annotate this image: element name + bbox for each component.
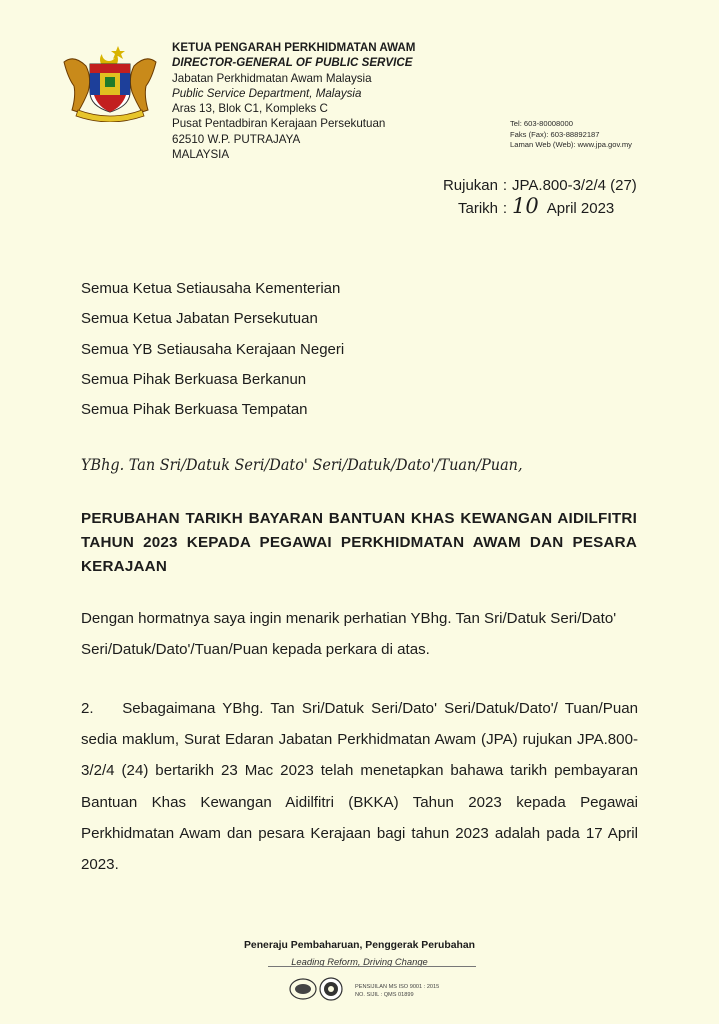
reference-number: JPA.800-3/2/4 (27) [512, 177, 637, 194]
letterhead-block [172, 40, 415, 162]
reference-block: Rujukan : JPA.800-3/2/4 (27) Tarikh : 10 April 2023 [416, 175, 637, 219]
address-line: 62510 W.P. PUTRAJAYA [172, 132, 301, 146]
reference-label: Rujukan [442, 177, 498, 194]
dept-name-ms: Jabatan Perkhidmatan Awam Malaysia [172, 71, 372, 85]
recipient-item: Semua YB Setiausaha Kerajaan Negeri [81, 340, 345, 358]
footer-motto-en: Leading Reform, Driving Change [291, 956, 428, 967]
handwritten-date-day: 10 [512, 194, 539, 218]
recipient-item: Semua Ketua Setiausaha Kementerian [81, 280, 341, 297]
certification-logos [288, 976, 348, 1002]
address-line: Aras 13, Blok C1, Kompleks C [172, 102, 328, 116]
contact-block [510, 119, 632, 151]
paragraph-1: Dengan hormatnya saya ingin menarik perhatian YBhg. Tan Sri/Datuk Seri/Dato' Seri/Datuk/Dato'/Tuan/Puan kepada perkara di atas. [81, 610, 617, 658]
website: Laman Web (Web): www.jpa.gov.my [510, 140, 632, 149]
recipient-item: Semua Pihak Berkuasa Tempatan [81, 401, 308, 419]
date-label: Tarikh [457, 200, 498, 217]
paragraph-number: 2. [81, 700, 94, 717]
footer-motto-ms: Peneraju Pembaharuan, Penggerak Perubahan [244, 940, 475, 951]
cert-line: NO. SIJIL : QMS 01899 [355, 991, 414, 998]
fax: Faks (Fax): 603-88892187 [510, 129, 600, 139]
footer-divider [268, 966, 476, 967]
certification-text [355, 984, 439, 999]
coat-of-arms-logo [58, 42, 162, 122]
org-title-en: DIRECTOR-GENERAL OF PUBLIC SERVICE [172, 56, 413, 70]
address-line: MALAYSIA [172, 148, 230, 162]
cert-line: PENSIJILAN MS ISO 9001 : 2015 [355, 984, 440, 990]
org-title-ms: KETUA PENGARAH PERKHIDMATAN AWAM [172, 41, 416, 54]
recipient-item: Semua Ketua Jabatan Persekutuan [81, 310, 318, 328]
paragraph-2 [81, 693, 638, 880]
dept-name-en: Public Service Department, Malaysia [172, 86, 362, 100]
salutation: YBhg. Tan Sri/Datuk Seri/Dato' Seri/Datuk/Dato'/Tuan/Puan, [81, 456, 523, 474]
paragraph-2-text: Sebagaimana YBhg. Tan Sri/Datuk Seri/Dato' Seri/Datuk/Dato'/ Tuan/Puan sedia maklum, Surat Edaran Jabatan Perkhidmatan Awam (JPA) rujukan JPA.800-3/2/4 (24) bertarikh 23 Mac 2023 telah menetapkan bahawa tarikh pembayaran Bantuan Khas Kewangan Aidilfitri (BKKA) Tahun 2023 kepada Pegawai Perkhidmatan Awam dan pesara Kerajaan bagi tahun 2023 adalah pada 17 April 2023. [81, 700, 639, 874]
recipients-list [81, 274, 344, 425]
recipient-item: Semua Pihak Berkuasa Berkanun [81, 370, 307, 388]
date-month-year: April 2023 [546, 200, 615, 217]
address-line: Pusat Pentadbiran Kerajaan Persekutuan [172, 117, 386, 131]
letter-subject: PERUBAHAN TARIKH BAYARAN BANTUAN KHAS KEWANGAN AIDILFITRI TAHUN 2023 KEPADA PEGAWAI PERKHIDMATAN AWAM DAN PESARA KERAJAAN [81, 510, 637, 575]
telephone: Tel: 603-80008000 [510, 119, 573, 128]
